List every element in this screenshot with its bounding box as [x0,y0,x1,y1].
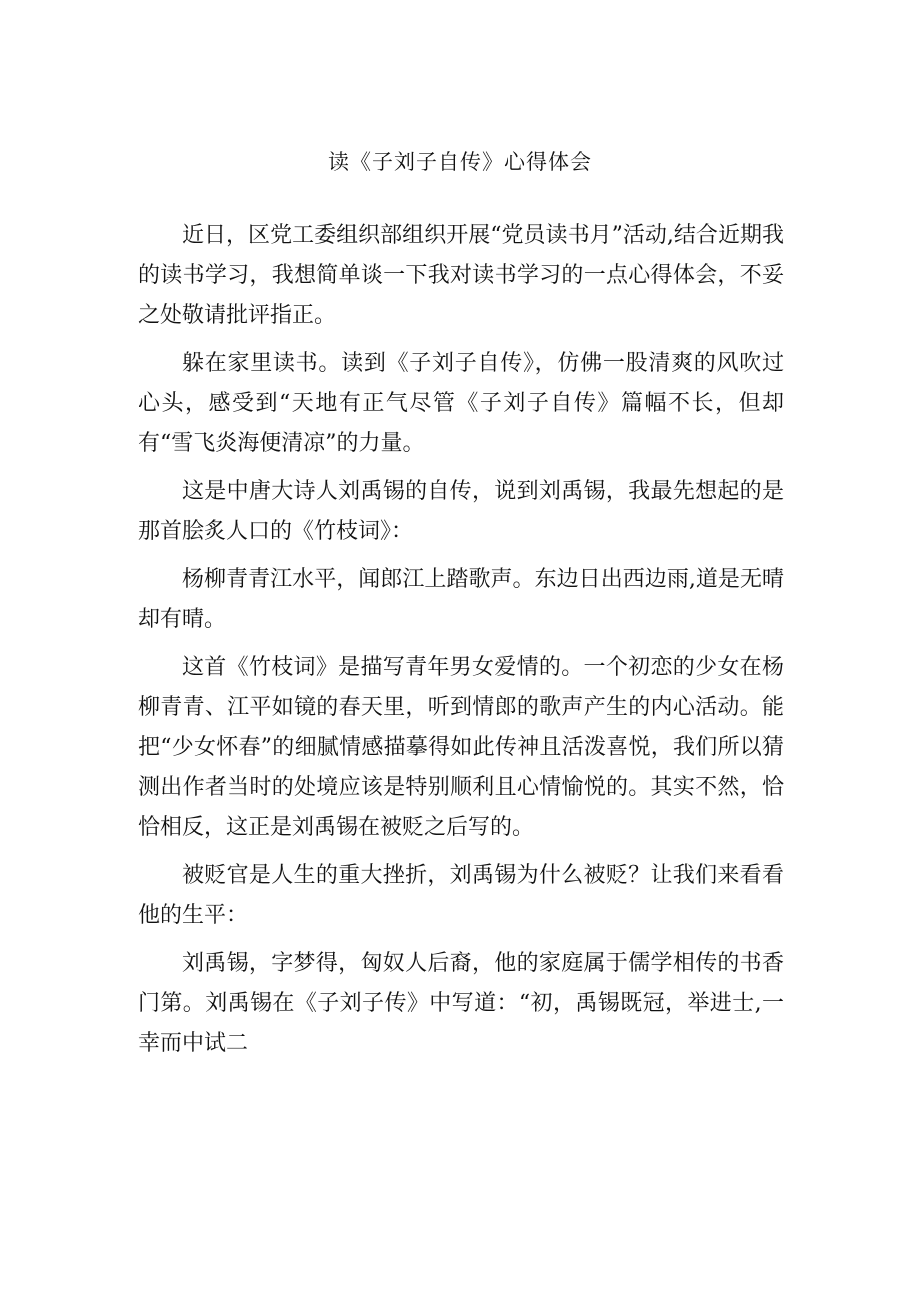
paragraph: 近日，区党工委组织部组织开展“党员读书月”活动,结合近期我的读书学习，我想简单谈一下我对读书学习的一点心得体会，不妥之处敬请批评指正。 [138,223,784,328]
poem-paragraph: 杨柳青青江水平，闻郎江上踏歌声。东边日出西边雨,道是无晴却有晴。 [138,567,784,632]
paragraph: 刘禹锡，字梦得，匈奴人后裔，他的家庭属于儒学相传的书香门第。刘禹锡在《子刘子传》中写道：“初，禹锡既冠，举进士,一幸而中试二 [138,951,784,1056]
paragraph: 被贬官是人生的重大挫折，刘禹锡为什么被贬？让我们来看看他的生平： [138,863,784,928]
paragraph: 躲在家里读书。读到《子刘子自传》，仿佛一股清爽的风吹过心头，感受到“天地有正气尽管《子刘子自传》篇幅不长，但却有“雪飞炎海便清凉”的力量。 [138,351,784,456]
paragraph: 这是中唐大诗人刘禹锡的自传，说到刘禹锡，我最先想起的是那首脍炙人口的《竹枝词》： [138,479,784,544]
paragraph: 这首《竹枝词》是描写青年男女爱情的。一个初恋的少女在杨柳青青、江平如镜的春天里，听到情郎的歌声产生的内心活动。能把“少女怀春”的细腻情感描摹得如此传神且活泼喜悦，我们所以猜测出作者当时的处境应该是特别顺利且心情愉悦的。其实不然，恰恰相反，这正是刘禹锡在被贬之后写的。 [138,655,784,840]
document-body [138,216,784,1072]
document-title: 读《子刘子自传》心得体会 [328,150,592,174]
